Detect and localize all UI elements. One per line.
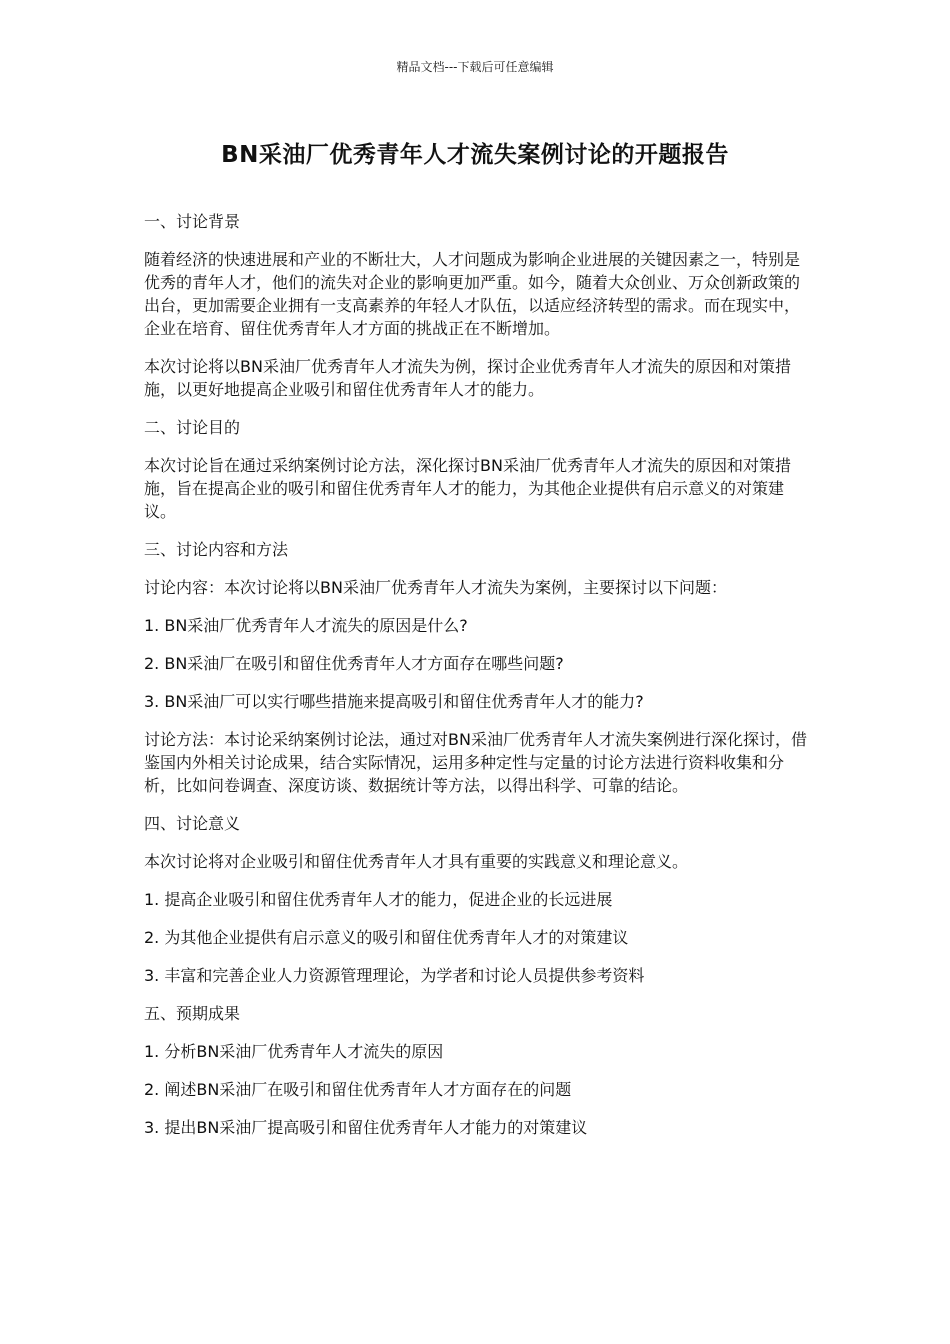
paragraph: 本次讨论将对企业吸引和留住优秀青年人才具有重要的实践意义和理论意义。	[144, 852, 689, 871]
paragraph: 讨论内容：本次讨论将以BN采油厂优秀青年人才流失为案例，主要探讨以下问题：	[144, 578, 727, 597]
list-item: 2. 阐述BN采油厂在吸引和留住优秀青年人才方面存在的问题	[144, 1080, 572, 1099]
list-item: 3. 提出BN采油厂提高吸引和留住优秀青年人才能力的对策建议	[144, 1118, 588, 1137]
document-title: BN采油厂优秀青年人才流失案例讨论的开题报告	[221, 142, 729, 168]
paragraph: 本次讨论将以BN采油厂优秀青年人才流失为例，探讨企业优秀青年人才流失的原因和对策措施，以更好地提高企业吸引和留住优秀青年人才的能力。	[144, 357, 791, 399]
list-item: 1. BN采油厂优秀青年人才流失的原因是什么?	[144, 616, 468, 635]
header-note: 精品文档---下载后可任意编辑	[396, 60, 554, 74]
list-item: 1. 提高企业吸引和留住优秀青年人才的能力，促进企业的长远进展	[144, 890, 613, 909]
list-item: 1. 分析BN采油厂优秀青年人才流失的原因	[144, 1042, 444, 1061]
list-item: 3. 丰富和完善企业人力资源管理理论，为学者和讨论人员提供参考资料	[144, 966, 645, 985]
section-heading-expected-results: 五、预期成果	[144, 1004, 241, 1023]
list-item: 3. BN采油厂可以实行哪些措施来提高吸引和留住优秀青年人才的能力?	[144, 692, 644, 711]
section-heading-significance: 四、讨论意义	[144, 814, 241, 833]
paragraph: 讨论方法：本讨论采纳案例讨论法，通过对BN采油厂优秀青年人才流失案例进行深化探讨，借鉴国内外相关讨论成果，结合实际情况，运用多种定性与定量的讨论方法进行资料收集和分析，比如问卷调查、深度访谈、数据统计等方法，以得出科学、可靠的结论。	[144, 730, 807, 795]
paragraph: 本次讨论旨在通过采纳案例讨论方法，深化探讨BN采油厂优秀青年人才流失的原因和对策措施，旨在提高企业的吸引和留住优秀青年人才的能力，为其他企业提供有启示意义的对策建议。	[144, 456, 791, 521]
list-item: 2. 为其他企业提供有启示意义的吸引和留住优秀青年人才的对策建议	[144, 928, 629, 947]
section-heading-content-method: 三、讨论内容和方法	[144, 540, 289, 559]
section-heading-background: 一、讨论背景	[144, 212, 241, 231]
section-heading-purpose: 二、讨论目的	[144, 418, 241, 437]
document-body	[144, 210, 808, 1154]
paragraph: 随着经济的快速进展和产业的不断壮大，人才问题成为影响企业进展的关键因素之一，特别是优秀的青年人才，他们的流失对企业的影响更加严重。如今，随着大众创业、万众创新政策的出台，更加需要企业拥有一支高素养的年轻人才队伍，以适应经济转型的需求。而在现实中，企业在培育、留住优秀青年人才方面的挑战正在不断增加。	[144, 250, 801, 338]
list-item: 2. BN采油厂在吸引和留住优秀青年人才方面存在哪些问题?	[144, 654, 564, 673]
